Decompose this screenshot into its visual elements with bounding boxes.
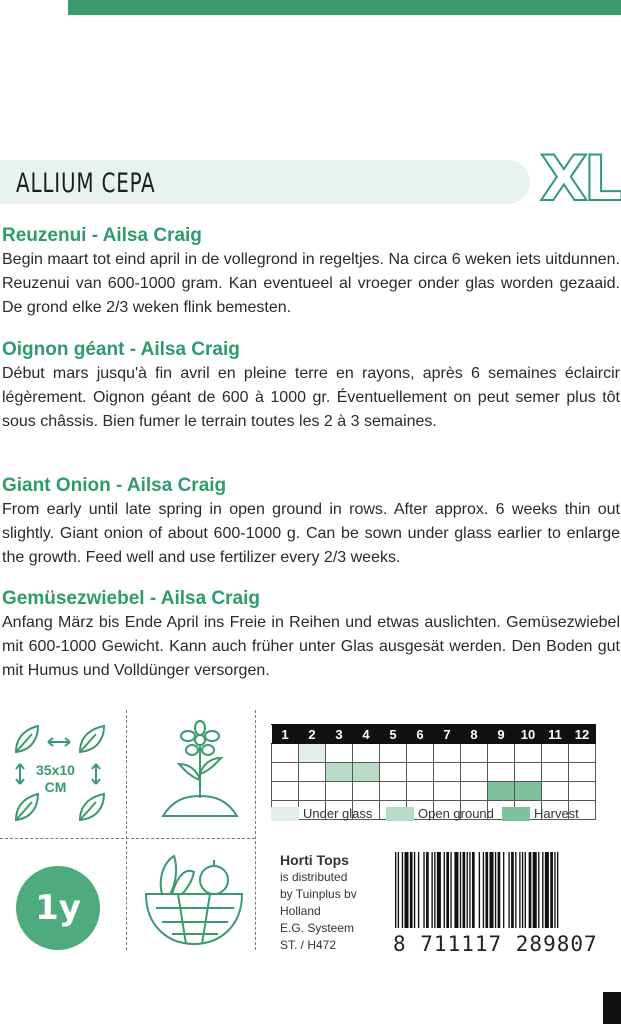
barcode-bar	[519, 852, 520, 928]
section-english	[2, 474, 620, 570]
barcode-bar	[538, 852, 539, 928]
barcode-bar	[557, 852, 558, 928]
calendar-row-harvest	[272, 782, 596, 801]
barcode-bar	[404, 852, 408, 928]
barcode-bar	[469, 852, 470, 928]
calendar-row-open-ground	[272, 763, 596, 782]
calendar-cell	[542, 744, 569, 763]
calendar-cell	[434, 744, 461, 763]
calendar-cell	[299, 744, 326, 763]
legend-under-glass	[271, 806, 372, 821]
calendar-cell	[326, 744, 353, 763]
barcode-bar	[402, 852, 403, 928]
barcode-bar	[467, 852, 468, 928]
separator-vertical-right	[255, 710, 256, 950]
calendar-cell	[461, 763, 488, 782]
calendar-cell	[569, 782, 596, 801]
barcode-bar	[418, 852, 419, 928]
barcode-bar	[515, 852, 516, 928]
calendar-cell	[407, 763, 434, 782]
calendar-month-10: 10	[515, 725, 542, 744]
barcode-bar	[498, 852, 501, 928]
calendar-cell	[272, 782, 299, 801]
barcode-bar	[508, 852, 509, 928]
distributor-line: is distributed	[280, 870, 348, 884]
calendar-cell	[515, 782, 542, 801]
lifespan-label: 1y	[35, 888, 81, 928]
spacing-unit: CM	[44, 779, 67, 795]
barcode-bar	[460, 852, 461, 928]
calendar-cell	[380, 763, 407, 782]
legend-label: Harvest	[534, 806, 579, 821]
barcode-bar	[485, 852, 488, 928]
section-text: Begin maart tot eind april in de vollegrond in regeltjes. Na circa 6 weken iets uitdunnen. Reuzenui van 600-1000 gram. Kan eventueel al vroeger onder glas worden gezaaid. De grond elke 2/3 weken flink bemesten.	[2, 251, 620, 316]
barcode-bar	[450, 852, 451, 928]
top-accent-bar	[68, 0, 621, 15]
calendar-month-4: 4	[353, 725, 380, 744]
seedling-soil-icon	[155, 720, 245, 828]
corner-mark	[603, 992, 621, 1024]
barcode-bar	[511, 852, 514, 928]
section-title: Gemüsezwiebel - Ailsa Craig	[2, 588, 260, 609]
calendar-month-6: 6	[407, 725, 434, 744]
calendar-cell	[407, 744, 434, 763]
calendar-cell	[488, 763, 515, 782]
distributor-line: ST. / H472	[280, 938, 337, 952]
calendar-cell	[488, 782, 515, 801]
distributor-line: by Tuinplus bv	[280, 887, 357, 901]
calendar-cell	[488, 744, 515, 763]
calendar-cell	[542, 782, 569, 801]
legend-swatch	[502, 807, 530, 821]
separator-horizontal	[0, 838, 255, 839]
spacing-value: 35x10	[36, 762, 75, 778]
one-year-badge-icon	[16, 866, 100, 950]
calendar-month-2: 2	[299, 725, 326, 744]
barcode-bar	[483, 852, 484, 928]
calendar-cell	[569, 763, 596, 782]
size-badge-xl: XL	[540, 142, 620, 215]
barcode-bar	[490, 852, 494, 928]
section-title: Oignon géant - Ailsa Craig	[2, 339, 240, 360]
barcode-bar	[525, 852, 526, 928]
barcode-bar	[550, 852, 553, 928]
section-text: Début mars jusqu'à fin avril en pleine terre en rayons, après 6 semaines éclaircir légèrement. Oignon géant de 600 à 1000 gr. Éventuellement on peut semer plus tôt sous châssis. Bien fumer le terrain toutes les 2 à 3 semaines.	[2, 365, 620, 430]
barcode-bar	[437, 852, 441, 928]
calendar-cell	[515, 763, 542, 782]
calendar-cell	[407, 782, 434, 801]
calendar-row-under-glass	[272, 744, 596, 763]
barcode-bar	[495, 852, 496, 928]
calendar-month-3: 3	[326, 725, 353, 744]
barcode-bar	[533, 852, 537, 928]
barcode-bar	[472, 852, 475, 928]
section-french	[2, 338, 620, 434]
calendar-cell	[353, 763, 380, 782]
calendar-month-11: 11	[542, 725, 569, 744]
calendar-cell	[326, 782, 353, 801]
calendar-cell	[272, 763, 299, 782]
calendar-cell	[326, 763, 353, 782]
barcode-number: 8 711117 289807	[393, 932, 598, 956]
distributor-brand: Horti Tops	[280, 852, 349, 868]
calendar-cell	[353, 782, 380, 801]
barcode	[393, 852, 608, 935]
calendar-cell	[380, 782, 407, 801]
legend-swatch	[386, 807, 414, 821]
calendar-month-5: 5	[380, 725, 407, 744]
calendar-month-8: 8	[461, 725, 488, 744]
legend-swatch	[271, 807, 299, 821]
section-title: Giant Onion - Ailsa Craig	[2, 475, 227, 496]
legend-harvest	[502, 806, 579, 821]
calendar-cell	[434, 782, 461, 801]
section-text: From early until late spring in open ground in rows. After approx. 6 weeks thin out slightly. Giant onion of about 600-1000 g. Can be sown under glass earlier to enlarge the growth. Feed well and use fertilizer every 2/3 weeks.	[2, 501, 620, 566]
barcode-bar	[554, 852, 555, 928]
barcode-bar	[423, 852, 424, 928]
barcode-bar	[410, 852, 413, 928]
barcode-bar	[503, 852, 504, 928]
calendar-cell	[353, 744, 380, 763]
distributor-line: E.G. Systeem	[280, 921, 355, 935]
calendar-cell	[299, 782, 326, 801]
calendar-cell	[434, 763, 461, 782]
calendar-cell	[299, 763, 326, 782]
calendar-month-7: 7	[434, 725, 461, 744]
calendar-month-row	[272, 725, 596, 744]
spacing-label	[36, 762, 75, 796]
barcode-bar	[395, 852, 396, 928]
separator-vertical	[126, 710, 127, 950]
barcode-bar	[431, 852, 432, 928]
barcode-bar	[542, 852, 543, 928]
calendar-month-9: 9	[488, 725, 515, 744]
calendar-cell	[515, 744, 542, 763]
calendar-cell	[272, 744, 299, 763]
barcode-bar	[414, 852, 415, 928]
barcode-bar	[398, 852, 399, 928]
calendar-month-12: 12	[569, 725, 596, 744]
section-text: Anfang März bis Ende April ins Freie in Reihen und etwas auslichten. Gemüsezwiebel mit 600-1000 Gewicht. Kann auch früher unter Glas ausgesät werden. Den Boden gut mit Humus und Volldünger versorgen.	[2, 614, 620, 679]
section-title: Reuzenui - Ailsa Craig	[2, 225, 202, 246]
barcode-bar	[545, 852, 549, 928]
legend-label: Open ground	[418, 806, 494, 821]
calendar-cell	[461, 744, 488, 763]
distributor-line: Holland	[280, 904, 321, 918]
legend-open-ground	[386, 806, 494, 821]
legend-label: Under glass	[303, 806, 373, 821]
barcode-bar	[444, 852, 445, 928]
section-dutch	[2, 224, 620, 320]
calendar-month-1: 1	[272, 725, 299, 744]
barcode-bar	[434, 852, 435, 928]
species-name: ALLIUM CEPA	[16, 168, 156, 199]
distributor-info	[280, 852, 357, 954]
barcode-bar	[529, 852, 532, 928]
barcode-bar	[522, 852, 523, 928]
barcode-bar	[454, 852, 458, 928]
calendar-cell	[542, 763, 569, 782]
barcode-bar	[463, 852, 466, 928]
barcode-bar	[426, 852, 429, 928]
calendar-cell	[461, 782, 488, 801]
barcode-bar	[446, 852, 449, 928]
section-german	[2, 587, 620, 683]
calendar-cell	[569, 744, 596, 763]
calendar-cell	[380, 744, 407, 763]
vegetable-bowl-icon	[142, 848, 248, 948]
barcode-bar	[479, 852, 480, 928]
